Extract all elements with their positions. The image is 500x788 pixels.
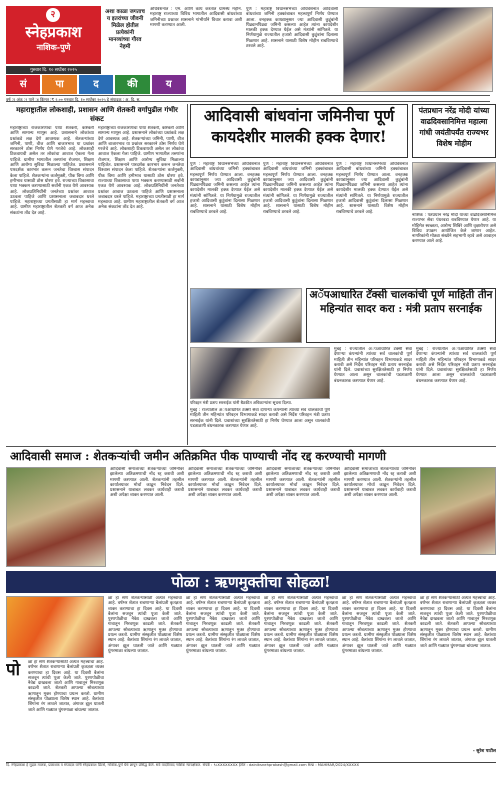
middle-story-body-col1: मुंबई : राज्यातील अॅपआधारित टॅक्सी सेवा देणाऱ्या कंपन्यांनी त्यांच्या सर्व चालकांची पूर्ण माहिती तीन महिन्यांत परिवहन विभागाकडे सादर करावी असे निर्देश परिवहन मंत्री प्रताप सरनाईक यांनी दिले. प्रवाशांच्या सुरक्षिततेसाठी हा निर्णय घेण्यात आला असून चालकांची पडताळणी बंधनकारक करण्यात येणार आहे. — [334, 347, 412, 384]
tagline: अशा काळा जगताच य इतरांच्या जीवनी मिळेल होतील प्रत्येकांनी मानव्यांच्या गौरव नेहमी — [105, 9, 145, 50]
issue-badge: २ — [46, 8, 60, 22]
strip-story-body-col3: आदिवासी समाजाच्या शेतकऱ्यांच्या जमिनीवर झालेल्या अतिक्रमणाची नोंद रद्द करावी अशी मागणी करण्यात आली. शेतकऱ्यांनी तहसील कार्यालयावर मोर्चा काढून निवेदन दिले. प्रशासनाने याबाबत लवकर कार्यवाही करावी अशी अपेक्षा व्यक्त करण्यात आली. — [266, 467, 340, 499]
editorial-letter: य — [152, 75, 186, 94]
pola-body-col5: ळा हा सण शेतकऱ्यांसाठी अत्यंत महत्त्वाचा आहे. वर्षभर शेतात राबणाऱ्या बैलांप्रती कृतज्ञता व्यक्त करण्याचा हा दिवस आहे. या दिवशी बैलांना सजवून त्यांची पूजा केली जाते. पुरणपोळीचा नैवेद्य दाखवला जातो आणि गावातून मिरवणूक काढली जाते. शेतकरी आपल्या सोबत्याच्या ऋणातून मुक्त होण्याचा प्रयत्न करतो. ग्रामीण संस्कृतीत पोळ्याला विशेष स्थान आहे. बैलांच्या शिंगांना रंग लावले जातात, अंगावर झूल घातली जाते आणि गळ्यात घुंगरमाळा बांधल्या जातात. — [420, 596, 496, 649]
middle-story-meeting-photo — [190, 347, 330, 399]
strip-story-right-photo — [420, 467, 496, 555]
editorial-body-col2: महाराष्ट्राच्या राजकारणाचा पाया शेतकरी, कष्टकरी आणि सामान्य माणूस आहे. प्रशासनाने लोकांच्या प्रश्नांकडे लक्ष देणे आवश्यक आहे. शेतकऱ्यांच्या जमिनी, पाणी, वीज आणि बाजारभाव या प्रश्नांवर सरकारने ठोस निर्णय घेणे गरजेचे आहे. लोकशाही टिकवायची असेल तर लोकांचा आवाज ऐकला गेला पाहिजे. ग्रामीण भागातील तरुणांना रोजगार, शिक्षण आणि आरोग्य सुविधा मिळाल्या पाहिजेत. प्रशासनाने पारदर्शक कारभार करून जनतेचा विश्वास संपादन केला पाहिजे. शेतकऱ्यांना कर्जमुक्ती, पीक विमा आणि हमीभाव यासाठी ठोस धोरण हवे. राज्याच्या विकासाचा पाया भक्कम करण्यासाठी सर्वांनी एकत्र येणे आवश्यक आहे. लोकप्रतिनिधींनी जनतेच्या प्रश्नांवर आवाज उठवला पाहिजे आणि प्रशासनाला जबाबदार धरले पाहिजे. महाराष्ट्राच्या प्रगतीसाठी हा मार्ग महत्त्वाचा आहे. ग्रामीण महाराष्ट्रातील शेतकरी वर्ग आज अनेक संकटांना तोंड देत आहे. — [98, 126, 184, 211]
top-story-body-col1: पुणे : महाराष्ट्र विधानसभेच्या अधिवेशनात आदिवासी बांधवांच्या जमिनी हक्कांबाबत महत्त्वपूर्ण निर्णय घेण्यात आला. वनहक्क कायद्यानुसार ज्या आदिवासी कुटुंबांनी पिढ्यानपिढ्या जमिनी कसल्या आहेत त्यांना कायदेशीर मालकी हक्क देण्यात येईल असे मंत्र्यांनी सांगितले. या निर्णयामुळे राज्यातील हजारो आदिवासी कुटुंबांना दिलासा मिळणार आहे. शासनाने यासाठी विशेष मोहीम राबविण्याचे ठरवले आहे. — [190, 162, 260, 215]
pola-drop-cap: पो — [6, 660, 21, 680]
pola-signature: - सुरेश पाटील — [472, 749, 496, 754]
pola-photo-bulls — [6, 596, 104, 658]
editorial-letter: पा — [42, 75, 76, 94]
strip-story-body-col2: आदिवासी समाजाच्या शेतकऱ्यांच्या जमिनीवर झालेल्या अतिक्रमणाची नोंद रद्द करावी अशी मागणी करण्यात आली. शेतकऱ्यांनी तहसील कार्यालयावर मोर्चा काढून निवेदन दिले. प्रशासनाने याबाबत लवकर कार्यवाही करावी अशी अपेक्षा व्यक्त करण्यात आली. — [188, 467, 262, 499]
top-right-photo — [343, 7, 493, 92]
top-story-body-col2: पुणे : महाराष्ट्र विधानसभेच्या अधिवेशनात आदिवासी बांधवांच्या जमिनी हक्कांबाबत महत्त्वपूर्ण निर्णय घेण्यात आला. वनहक्क कायद्यानुसार ज्या आदिवासी कुटुंबांनी पिढ्यानपिढ्या जमिनी कसल्या आहेत त्यांना कायदेशीर मालकी हक्क देण्यात येईल असे मंत्र्यांनी सांगितले. या निर्णयामुळे राज्यातील हजारो आदिवासी कुटुंबांना दिलासा मिळणार आहे. शासनाने यासाठी विशेष मोहीम राबविण्याचे ठरवले आहे. — [263, 162, 333, 215]
top-story-intro-continued: पुणे : महाराष्ट्र विधानसभेच्या अधिवेशनात आदिवासी बांधवांच्या जमिनी हक्कांबाबत महत्त्वपूर्ण निर्णय घेण्यात आला. वनहक्क कायद्यानुसार ज्या आदिवासी कुटुंबांनी पिढ्यानपिढ्या जमिनी कसल्या आहेत त्यांना कायदेशीर मालकी हक्क देण्यात येईल असे मंत्र्यांनी सांगितले. या निर्णयामुळे राज्यातील हजारो आदिवासी कुटुंबांना दिलासा मिळणार आहे. शासनाने यासाठी विशेष मोहीम राबविण्याचे ठरवले आहे. — [246, 7, 338, 50]
strip-story-body-col4: आदिवासी समाजाच्या शेतकऱ्यांच्या जमिनीवर झालेल्या अतिक्रमणाची नोंद रद्द करावी अशी मागणी करण्यात आली. शेतकऱ्यांनी तहसील कार्यालयावर मोर्चा काढून निवेदन दिले. प्रशासनाने याबाबत लवकर कार्यवाही करावी अशी अपेक्षा व्यक्त करण्यात आली. — [344, 467, 416, 499]
pola-body-col3: ळा हा सण शेतकऱ्यांसाठी अत्यंत महत्त्वाचा आहे. वर्षभर शेतात राबणाऱ्या बैलांप्रती कृतज्ञता व्यक्त करण्याचा हा दिवस आहे. या दिवशी बैलांना सजवून त्यांची पूजा केली जाते. पुरणपोळीचा नैवेद्य दाखवला जातो आणि गावातून मिरवणूक काढली जाते. शेतकरी आपल्या सोबत्याच्या ऋणातून मुक्त होण्याचा प्रयत्न करतो. ग्रामीण संस्कृतीत पोळ्याला विशेष स्थान आहे. बैलांच्या शिंगांना रंग लावले जातात, अंगावर झूल घातली जाते आणि गळ्यात घुंगरमाळा बांधल्या जातात. — [264, 596, 338, 654]
newspaper-title: स्नेहप्रकाश — [25, 23, 82, 41]
side-story-photo — [412, 162, 496, 210]
pola-body-col0: ळा हा सण शेतकऱ्यांसाठी अत्यंत महत्त्वाचा आहे. वर्षभर शेतात राबणाऱ्या बैलांप्रती कृतज्ञता व्यक्त करण्याचा हा दिवस आहे. या दिवशी बैलांना सजवून त्यांची पूजा केली जाते. पुरणपोळीचा नैवेद्य दाखवला जातो आणि गावातून मिरवणूक काढली जाते. शेतकरी आपल्या सोबत्याच्या ऋणातून मुक्त होण्याचा प्रयत्न करतो. ग्रामीण संस्कृतीत पोळ्याला विशेष स्थान आहे. बैलांच्या शिंगांना रंग लावले जातात, अंगावर झूल घातली जाते आणि गळ्यात घुंगरमाळा बांधल्या जातात. — [28, 660, 104, 713]
side-story-body: नाशिक : पंतप्रधान नरेंद्र मोदी यांच्या वाढदिवसानिमित्त राज्यभर सेवा पंधरवडा राबविण्यात येणार आहे. या मोहिमेत स्वच्छता, आरोग्य शिबिरे आणि वृक्षारोपण असे विविध उपक्रम आयोजित केले जाणार आहेत. नागरिकांनी मोठ्या संख्येने सहभागी व्हावे असे आवाहन करण्यात आले आहे. — [412, 213, 496, 245]
side-story-headline: पंतप्रधान नरेंद्र मोदी यांच्या वाढदिवसानिमित्त महात्मा गांधी जयंतीपर्यंत राज्यभर विशेष मोहीम — [412, 104, 496, 158]
pola-body-col4: ळा हा सण शेतकऱ्यांसाठी अत्यंत महत्त्वाचा आहे. वर्षभर शेतात राबणाऱ्या बैलांप्रती कृतज्ञता व्यक्त करण्याचा हा दिवस आहे. या दिवशी बैलांना सजवून त्यांची पूजा केली जाते. पुरणपोळीचा नैवेद्य दाखवला जातो आणि गावातून मिरवणूक काढली जाते. शेतकरी आपल्या सोबत्याच्या ऋणातून मुक्त होण्याचा प्रयत्न करतो. ग्रामीण संस्कृतीत पोळ्याला विशेष स्थान आहे. बैलांच्या शिंगांना रंग लावले जातात, अंगावर झूल घातली जाते आणि गळ्यात घुंगरमाळा बांधल्या जातात. — [342, 596, 416, 654]
strip-story-headline: आदिवासी समाज : शेतकऱ्यांची जमीन अतिक्रमित पीक पाण्याची नोंद रद्द करण्याची मागणी — [10, 449, 386, 463]
editorial-letter: की — [115, 75, 149, 94]
strip-story-photo — [6, 467, 106, 567]
pola-body-col2: ळा हा सण शेतकऱ्यांसाठी अत्यंत महत्त्वाचा आहे. वर्षभर शेतात राबणाऱ्या बैलांप्रती कृतज्ञता व्यक्त करण्याचा हा दिवस आहे. या दिवशी बैलांना सजवून त्यांची पूजा केली जाते. पुरणपोळीचा नैवेद्य दाखवला जातो आणि गावातून मिरवणूक काढली जाते. शेतकरी आपल्या सोबत्याच्या ऋणातून मुक्त होण्याचा प्रयत्न करतो. ग्रामीण संस्कृतीत पोळ्याला विशेष स्थान आहे. बैलांच्या शिंगांना रंग लावले जातात, अंगावर झूल घातली जाते आणि गळ्यात घुंगरमाळा बांधल्या जातात. — [186, 596, 260, 654]
editorial-letter: सं — [6, 75, 40, 94]
pola-body-col1: ळा हा सण शेतकऱ्यांसाठी अत्यंत महत्त्वाचा आहे. वर्षभर शेतात राबणाऱ्या बैलांप्रती कृतज्ञता व्यक्त करण्याचा हा दिवस आहे. या दिवशी बैलांना सजवून त्यांची पूजा केली जाते. पुरणपोळीचा नैवेद्य दाखवला जातो आणि गावातून मिरवणूक काढली जाते. शेतकरी आपल्या सोबत्याच्या ऋणातून मुक्त होण्याचा प्रयत्न करतो. ग्रामीण संस्कृतीत पोळ्याला विशेष स्थान आहे. बैलांच्या शिंगांना रंग लावले जातात, अंगावर झूल घातली जाते आणि गळ्यात घुंगरमाळा बांधल्या जातात. — [108, 596, 182, 654]
issue-info-line: वर्ष :१ अंक :२ पाने :४ किंमत :₹ २.०० गुरुवार दि. १० सप्टेंबर २०२५ हे संपादक : अ. दि. स. — [6, 95, 490, 102]
date-line: गुरुवार दि. १० सप्टेंबर २०२५ — [6, 66, 101, 74]
middle-story-caption: परिवहन मंत्री प्रताप सरनाईक यांनी बैठकीत अधिकाऱ्यांना सूचना दिल्या. — [190, 400, 293, 405]
newspaper-edition: नाशिक-पुणे — [36, 43, 71, 52]
top-story-intro: अधिवेशनात : एम. आणि काय करतात ग्रामस्थ महीने. महाराष्ट्र राज्याच्या विविध भागातील आदिवासी बांधवांच्या जमिनीच्या प्रश्नावर शासनाने गांभीर्याने विचार करावा अशी मागणी करण्यात आली. — [150, 7, 242, 28]
pola-headline: पोळा : ऋणमुक्तीचा सोहळा! — [6, 571, 496, 593]
editorial-body-col1: महाराष्ट्राच्या राजकारणाचा पाया शेतकरी, कष्टकरी आणि सामान्य माणूस आहे. प्रशासनाने लोकांच्या प्रश्नांकडे लक्ष देणे आवश्यक आहे. शेतकऱ्यांच्या जमिनी, पाणी, वीज आणि बाजारभाव या प्रश्नांवर सरकारने ठोस निर्णय घेणे गरजेचे आहे. लोकशाही टिकवायची असेल तर लोकांचा आवाज ऐकला गेला पाहिजे. ग्रामीण भागातील तरुणांना रोजगार, शिक्षण आणि आरोग्य सुविधा मिळाल्या पाहिजेत. प्रशासनाने पारदर्शक कारभार करून जनतेचा विश्वास संपादन केला पाहिजे. शेतकऱ्यांना कर्जमुक्ती, पीक विमा आणि हमीभाव यासाठी ठोस धोरण हवे. राज्याच्या विकासाचा पाया भक्कम करण्यासाठी सर्वांनी एकत्र येणे आवश्यक आहे. लोकप्रतिनिधींनी जनतेच्या प्रश्नांवर आवाज उठवला पाहिजे आणि प्रशासनाला जबाबदार धरले पाहिजे. महाराष्ट्राच्या प्रगतीसाठी हा मार्ग महत्त्वाचा आहे. ग्रामीण महाराष्ट्रातील शेतकरी वर्ग आज अनेक संकटांना तोंड देत आहे. — [10, 126, 94, 216]
middle-story-body-col2: मुंबई : राज्यातील अॅपआधारित टॅक्सी सेवा देणाऱ्या कंपन्यांनी त्यांच्या सर्व चालकांची पूर्ण माहिती तीन महिन्यांत परिवहन विभागाकडे सादर करावी असे निर्देश परिवहन मंत्री प्रताप सरनाईक यांनी दिले. प्रवाशांच्या सुरक्षिततेसाठी हा निर्णय घेण्यात आला असून चालकांची पडताळणी बंधनकारक करण्यात येणार आहे. — [416, 347, 496, 384]
top-story-body-col3: पुणे : महाराष्ट्र विधानसभेच्या अधिवेशनात आदिवासी बांधवांच्या जमिनी हक्कांबाबत महत्त्वपूर्ण निर्णय घेण्यात आला. वनहक्क कायद्यानुसार ज्या आदिवासी कुटुंबांनी पिढ्यानपिढ्या जमिनी कसल्या आहेत त्यांना कायदेशीर मालकी हक्क देण्यात येईल असे मंत्र्यांनी सांगितले. या निर्णयामुळे राज्यातील हजारो आदिवासी कुटुंबांना दिलासा मिळणार आहे. शासनाने यासाठी विशेष मोहीम राबविण्याचे ठरवले आहे. — [336, 162, 408, 215]
editorial-letter: द — [79, 75, 113, 94]
top-story-headline: आदिवासी बांधवांना जमिनीचा पूर्ण कायदेशीर मालकी हक्क देणार! — [190, 104, 408, 158]
middle-story-headline: अॅपआधारित टॅक्सी चालकांची पूर्ण माहिती तीन महिन्यांत सादर करा : मंत्री प्रताप सरनाईक — [306, 288, 496, 343]
strip-story-body-col1: आदिवासी समाजाच्या शेतकऱ्यांच्या जमिनीवर झालेल्या अतिक्रमणाची नोंद रद्द करावी अशी मागणी करण्यात आली. शेतकऱ्यांनी तहसील कार्यालयावर मोर्चा काढून निवेदन दिले. प्रशासनाने याबाबत लवकर कार्यवाही करावी अशी अपेक्षा व्यक्त करण्यात आली. — [110, 467, 184, 499]
middle-story-body-col0: मुंबई : राज्यातील अॅपआधारित टॅक्सी सेवा देणाऱ्या कंपन्यांनी त्यांच्या सर्व चालकांची पूर्ण माहिती तीन महिन्यांत परिवहन विभागाकडे सादर करावी असे निर्देश परिवहन मंत्री प्रताप सरनाईक यांनी दिले. प्रवाशांच्या सुरक्षिततेसाठी हा निर्णय घेण्यात आला असून चालकांची पडताळणी बंधनकारक करण्यात येणार आहे. — [190, 408, 330, 429]
middle-story-side-photo — [190, 288, 302, 343]
editorial-banner — [6, 75, 186, 94]
masthead — [6, 6, 101, 64]
imprint-footer: दि. स्नेहप्रकाश हे मुद्रक मालक, प्रकाशक व संपादक यांनी स्नेहप्रकाश प्रिंटर्स, नाशिक-पुणे येथे छापून प्रसिद्ध केले. सर्व वादविवाद नाशिक न्यायक्षेत्रात. संपर्क : ९८XXXXXXXX ईमेल : dainiksnehprakash@gmail.com RNI : MAHMAR/2024/XXXXX — [6, 762, 496, 782]
editorial-headline: महाराष्ट्रातील लोकशाही, प्रशासन आणि शेतकरी वर्गापुढील गंभीर संकट — [16, 106, 178, 123]
